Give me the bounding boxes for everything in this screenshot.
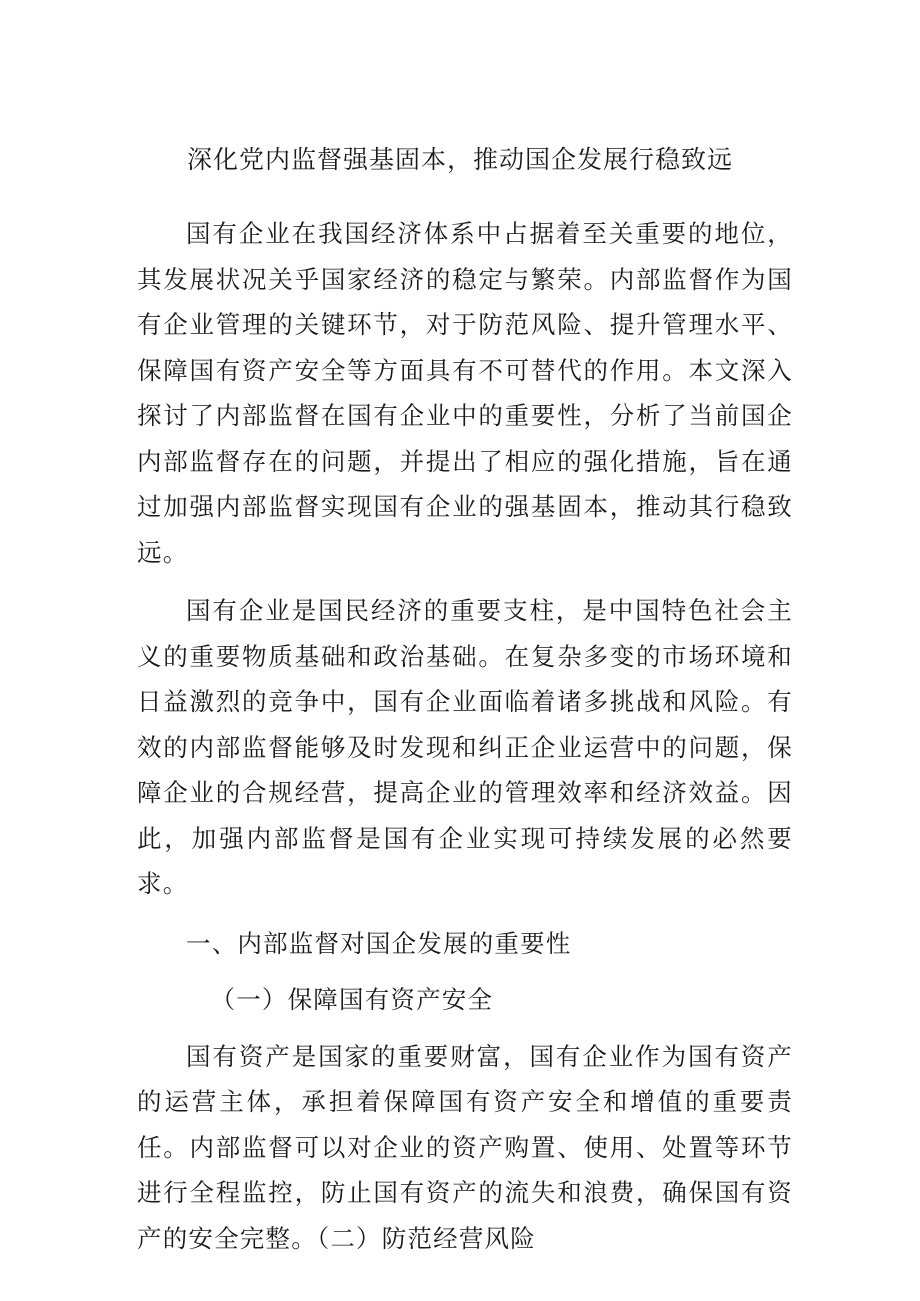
document-body [137, 211, 793, 1261]
section-heading: 一、内部监督对国企发展的重要性 [186, 928, 572, 958]
background-paragraph: 国有企业是国民经济的重要支柱，是中国特色社会主义的重要物质基础和政治基础。在复杂多变的市场环境和日益激烈的竞争中，国有企业面临着诸多挑战和风险。有效的内部监督能够及时发现和纠正企业运营中的问题，保障企业的合规经营，提高企业的管理效率和经济效益。因此，加强内部监督是国有企业实现可持续发展的必然要求。 [137, 596, 793, 898]
subsection-heading: （一）保障国有资产安全 [210, 985, 494, 1014]
document-title: 深化党内监督强基固本，推动国企发展行稳致远 [186, 145, 733, 174]
subsection-paragraph: 国有资产是国家的重要财富，国有企业作为国有资产的运营主体，承担着保障国有资产安全和增值的重要责任。内部监督可以对企业的资产购置、使用、处置等环节进行全程监控，防止国有资产的流失和浪费，确保国有资产的安全完整。（二）防范经营风险 [137, 1041, 793, 1253]
intro-paragraph: 国有企业在我国经济体系中占据着至关重要的地位，其发展状况关乎国家经济的稳定与繁荣。内部监督作为国有企业管理的关键环节，对于防范风险、提升管理水平、保障国有资产安全等方面具有不可替代的作用。本文深入探讨了内部监督在国有企业中的重要性，分析了当前国企内部监督存在的问题，并提出了相应的强化措施，旨在通过加强内部监督实现国有企业的强基固本，推动其行稳致远。 [137, 219, 793, 567]
